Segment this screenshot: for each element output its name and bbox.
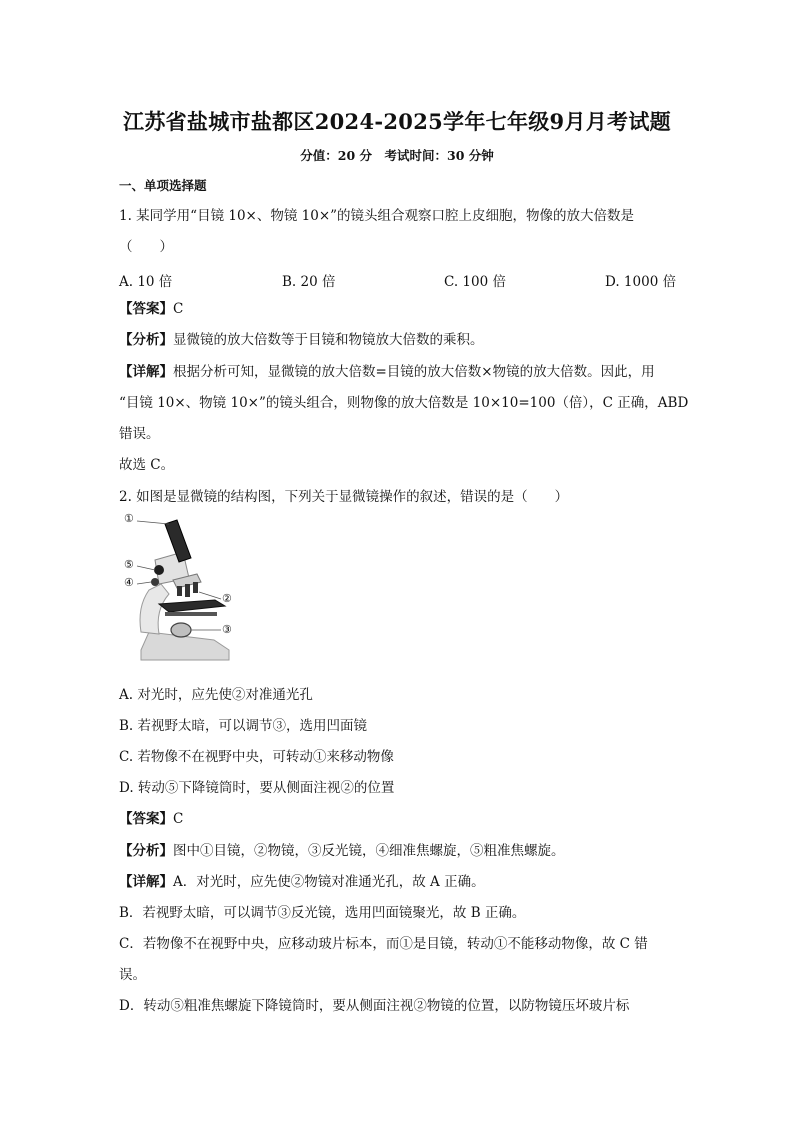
detail-label: 【详解】: [119, 364, 173, 380]
answer-value: C: [173, 811, 184, 827]
figure-label-3: ③: [222, 623, 232, 636]
q2-detail-d: D．转动⑤粗准焦螺旋下降镜筒时，要从侧面注视②物镜的位置，以防物镜压坏玻片标: [119, 998, 630, 1014]
q1-option-b: B. 20 倍: [282, 274, 336, 290]
q2-detail-b: B．若视野太暗，可以调节③反光镜，选用凹面镜聚光，故 B 正确。: [119, 905, 526, 921]
microscope-illustration: [119, 512, 244, 667]
q1-option-c: C. 100 倍: [444, 274, 506, 290]
q1-detail-line2: “目镜 10×、物镜 10×”的镜头组合，则物像的放大倍数是 10×10=100（倍），C 正确，ABD: [119, 395, 689, 411]
analysis-label: 【分析】: [119, 332, 173, 348]
analysis-label: 【分析】: [119, 843, 173, 859]
microscope-figure: [119, 512, 244, 667]
q2-option-b: B. 若视野太暗，可以调节③，选用凹面镜: [119, 718, 368, 734]
figure-label-5: ⑤: [124, 558, 134, 571]
q2-stem: 2. 如图是显微镜的结构图，下列关于显微镜操作的叙述，错误的是（ ）: [119, 489, 569, 505]
q1-analysis: [119, 331, 484, 349]
section-heading: 一、单项选择题: [119, 178, 207, 193]
q1-conclusion: 故选 C。: [119, 457, 175, 473]
analysis-text: 显微镜的放大倍数等于目镜和物镜放大倍数的乘积。: [173, 332, 484, 348]
answer-value: C: [173, 301, 184, 317]
analysis-text: 图中①目镜，②物镜，③反光镜，④细准焦螺旋，⑤粗准焦螺旋。: [173, 843, 565, 859]
answer-label: 【答案】: [119, 301, 173, 317]
q2-detail-a: [119, 873, 485, 891]
q2-analysis: [119, 842, 565, 860]
figure-label-1: ①: [124, 512, 134, 525]
q2-option-a: A. 对光时，应先使②对准通光孔: [119, 687, 313, 703]
detail-text: A．对光时，应先使②物镜对准通光孔，故 A 正确。: [173, 874, 485, 890]
figure-label-2: ②: [222, 592, 232, 605]
q1-option-a: A. 10 倍: [119, 274, 173, 290]
q2-detail-c-line2: 误。: [119, 967, 146, 983]
figure-label-4: ④: [124, 576, 134, 589]
q1-detail-line3: 错误。: [119, 426, 160, 442]
q1-detail-line1: [119, 363, 655, 381]
q1-stem-line1: 1. 某同学用“目镜 10×、物镜 10×”的镜头组合观察口腔上皮细胞，物像的放大倍数是: [119, 208, 635, 224]
detail-text: 根据分析可知，显微镜的放大倍数=目镜的放大倍数×物镜的放大倍数。因此，用: [173, 364, 655, 380]
page-title: 江苏省盐城市盐都区2024-2025学年七年级9月月考试题: [123, 109, 671, 134]
answer-label: 【答案】: [119, 811, 173, 827]
q2-detail-c-line1: C．若物像不在视野中央，应移动玻片标本，而①是目镜，转动①不能移动物像，故 C 错: [119, 936, 648, 952]
q1-option-d: D. 1000 倍: [605, 274, 677, 290]
page-subtitle: 分值：20 分 考试时间：30 分钟: [300, 148, 494, 163]
q2-option-d: D. 转动⑤下降镜筒时，要从侧面注视②的位置: [119, 780, 395, 796]
q1-stem-line2: （ ）: [119, 239, 173, 255]
q2-option-c: C. 若物像不在视野中央，可转动①来移动物像: [119, 749, 394, 765]
q2-answer: [119, 810, 183, 828]
detail-label: 【详解】: [119, 874, 173, 890]
q1-answer: [119, 300, 183, 318]
